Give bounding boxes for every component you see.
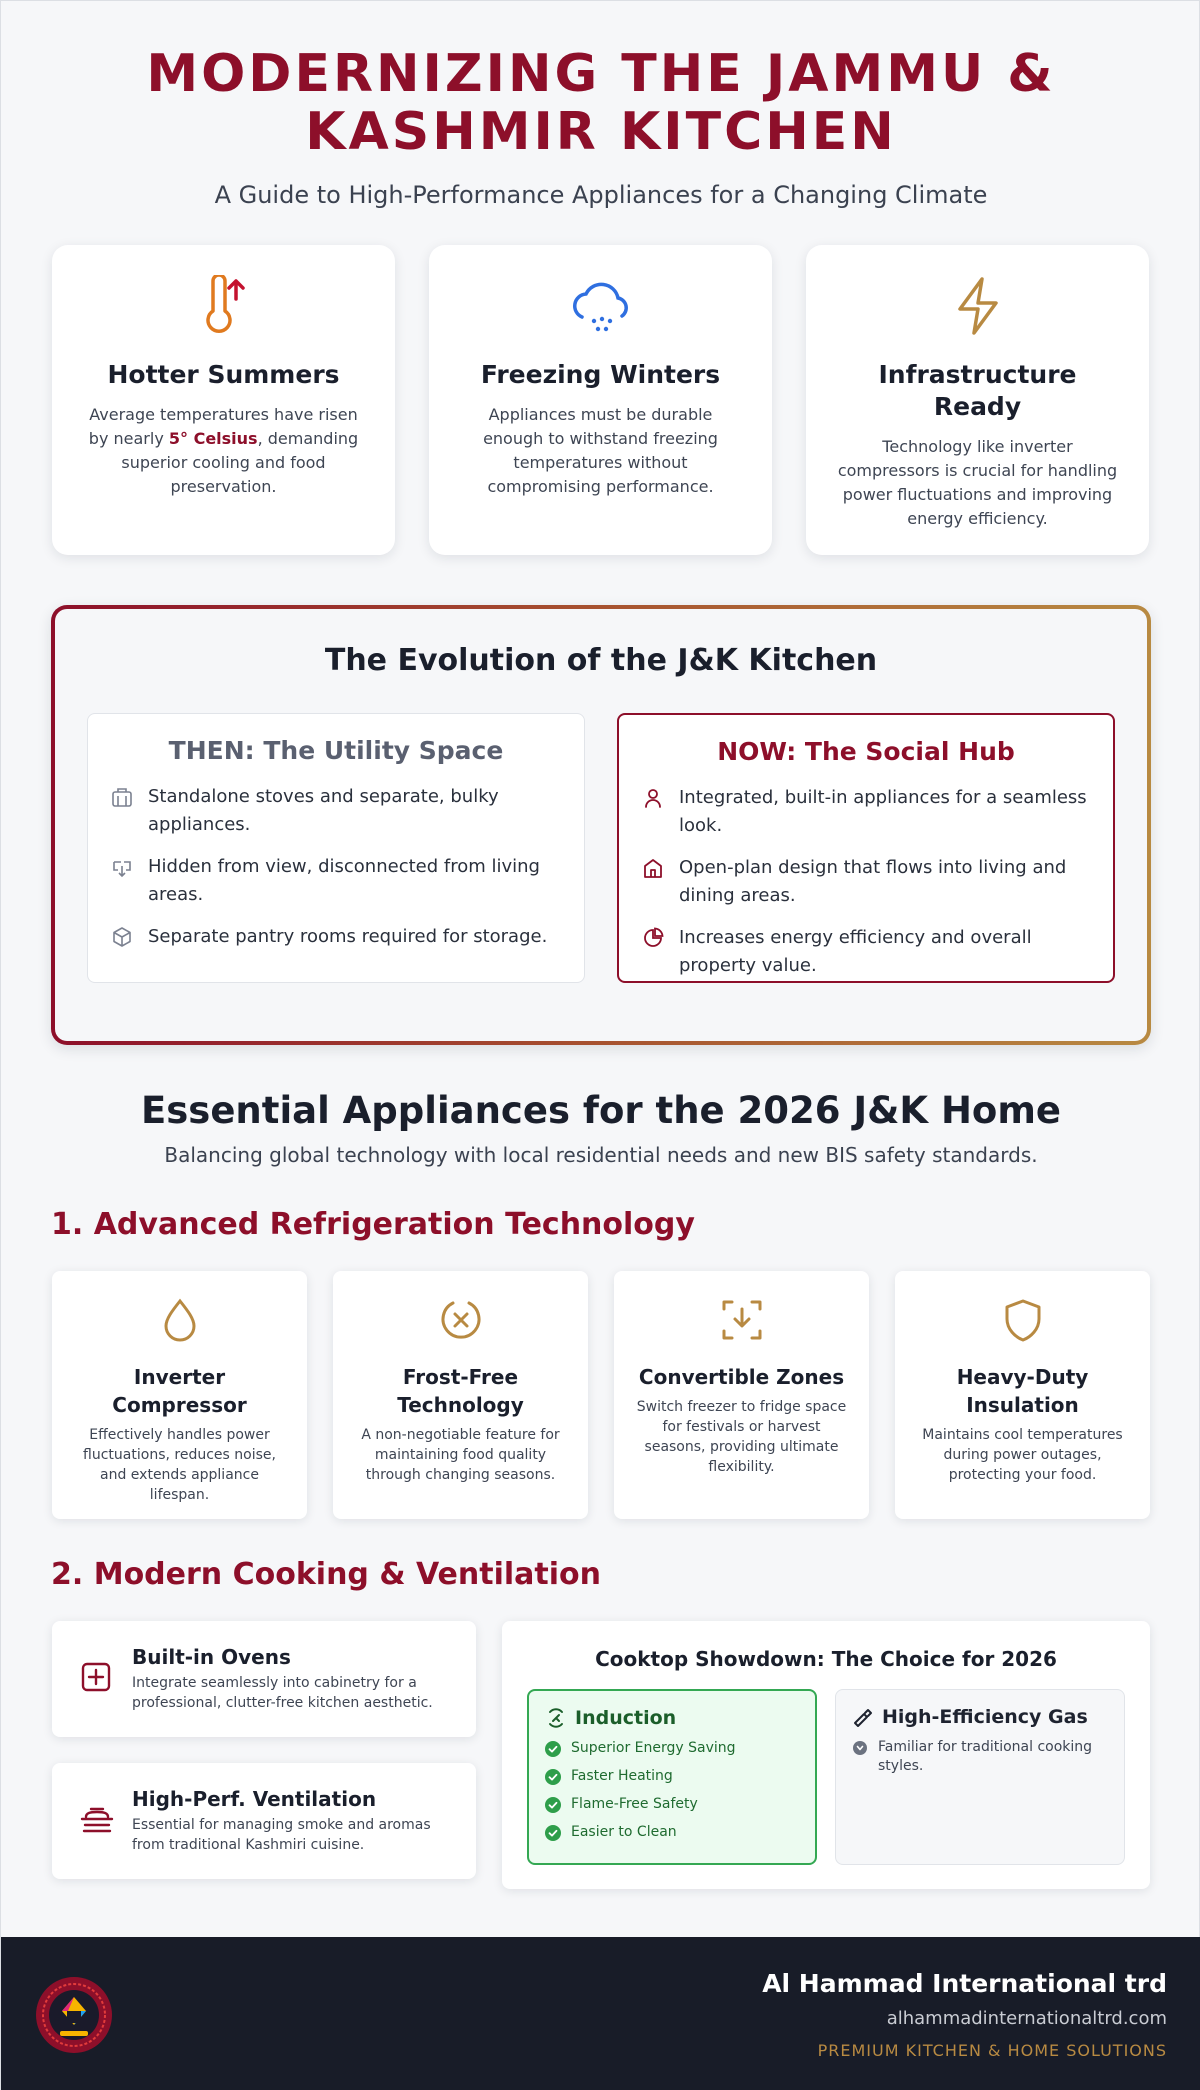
climate-card-winters xyxy=(429,245,772,555)
refrigeration-heading: 1. Advanced Refrigeration Technology xyxy=(51,1207,695,1242)
evolution-title: The Evolution of the J&K Kitchen xyxy=(324,643,878,678)
climate-card-text: Appliances must be durable enough to withstand freezing temperatures without compromising performance. xyxy=(483,405,718,496)
check-circle-icon xyxy=(545,1825,561,1841)
feature-title: Frost-Free Technology xyxy=(397,1365,524,1417)
climate-card-text: Technology like inverter compressors is crucial for handling power fluctuations and improving energy efficiency. xyxy=(837,437,1118,528)
page-subtitle: A Guide to High-Performance Appliances for a Changing Climate xyxy=(214,181,988,209)
range-hood-icon xyxy=(80,1803,112,1835)
ovens-text: Integrate seamlessly into cabinetry for a professional, clutter-free kitchen aesthetic. xyxy=(132,1675,433,1711)
gas-lighter-icon xyxy=(852,1706,874,1728)
induction-option xyxy=(527,1689,817,1865)
feature-card xyxy=(614,1271,869,1519)
list-item: Superior Energy Saving xyxy=(545,1739,799,1758)
check-circle-icon xyxy=(545,1741,561,1757)
droplet-icon xyxy=(70,1297,289,1343)
circle-x-icon xyxy=(351,1297,570,1343)
climate-card-summers xyxy=(52,245,395,555)
title-line-1: MODERNIZING THE JAMMU & xyxy=(146,44,1056,104)
thermometer-up-icon xyxy=(80,275,367,337)
feature-title: Heavy-Duty Insulation xyxy=(956,1365,1089,1417)
footer xyxy=(1,1937,1200,2090)
lightning-icon xyxy=(834,275,1121,337)
box-icon xyxy=(110,925,134,949)
list-item: Open-plan design that flows into living and dining areas. xyxy=(641,854,1091,910)
check-circle-icon xyxy=(545,1797,561,1813)
feature-card xyxy=(895,1271,1150,1519)
gas-label: High-Efficiency Gas xyxy=(882,1706,1088,1728)
climate-card-title: Infrastructure Ready xyxy=(878,360,1077,421)
list-item: Flame-Free Safety xyxy=(545,1795,799,1814)
essentials-subtitle: Balancing global technology with local residential needs and new BIS safety standards. xyxy=(164,1143,1038,1167)
company-logo xyxy=(34,1975,114,2055)
list-item: Standalone stoves and separate, bulky appliances. xyxy=(110,783,562,839)
list-item: Increases energy efficiency and overall property value. xyxy=(641,924,1091,980)
feature-text: Effectively handles power fluctuations, reduces noise, and extends appliance lifespan. xyxy=(83,1427,276,1503)
hero-header xyxy=(1,45,1200,209)
snow-cloud-icon xyxy=(457,275,744,337)
building-icon xyxy=(110,785,134,809)
now-column xyxy=(617,713,1115,983)
feature-text: Maintains cool temperatures during power outages, protecting your food. xyxy=(922,1427,1123,1483)
list-item: Integrated, built-in appliances for a seamless look. xyxy=(641,784,1091,840)
company-url[interactable]: alhammadinternationaltrd.com xyxy=(886,2008,1167,2029)
home-icon xyxy=(641,856,665,880)
refrigeration-cards xyxy=(52,1271,1150,1519)
list-item: Separate pantry rooms required for storage. xyxy=(110,923,562,951)
evolution-section xyxy=(51,605,1151,1045)
then-heading: THEN: The Utility Space xyxy=(168,736,504,765)
ventilation-text: Essential for managing smoke and aromas from traditional Kashmiri cuisine. xyxy=(132,1817,431,1853)
user-icon xyxy=(641,786,665,810)
induction-label: Induction xyxy=(575,1707,677,1729)
feature-card xyxy=(333,1271,588,1519)
pie-chart-icon xyxy=(641,926,665,950)
arrow-circle-icon xyxy=(852,1740,868,1756)
shield-icon xyxy=(913,1297,1132,1343)
climate-card-title: Hotter Summers xyxy=(107,360,340,389)
feature-title: Convertible Zones xyxy=(638,1365,845,1389)
highlight-value: 5° Celsius xyxy=(168,429,258,448)
essentials-title: Essential Appliances for the 2026 J&K Home xyxy=(141,1089,1061,1132)
company-name: Al Hammad International trd xyxy=(762,1969,1167,1998)
now-heading: NOW: The Social Hub xyxy=(717,737,1015,766)
ventilation-title: High-Perf. Ventilation xyxy=(132,1787,377,1811)
list-item: Faster Heating xyxy=(545,1767,799,1786)
cooking-heading: 2. Modern Cooking & Ventilation xyxy=(51,1557,601,1592)
built-in-ovens-card xyxy=(52,1621,476,1737)
check-circle-icon xyxy=(545,1769,561,1785)
climate-card-text: Average temperatures have risen by nearly 5° Celsius, demanding superior cooling and food preservation. xyxy=(88,405,359,496)
ventilation-card xyxy=(52,1763,476,1879)
title-line-2: KASHMIR KITCHEN xyxy=(305,102,897,162)
induction-wave-icon xyxy=(545,1707,567,1729)
hidden-view-icon xyxy=(110,855,134,879)
feature-card xyxy=(52,1271,307,1519)
plus-square-icon xyxy=(80,1661,112,1693)
then-column xyxy=(87,713,585,983)
climate-card-infrastructure xyxy=(806,245,1149,555)
feature-text: Switch freezer to fridge space for festivals or harvest seasons, providing ultimate flexibility. xyxy=(636,1399,847,1475)
list-item: Hidden from view, disconnected from living areas. xyxy=(110,853,562,909)
cooktop-showdown xyxy=(502,1621,1150,1889)
convert-arrow-icon xyxy=(632,1297,851,1343)
ovens-title: Built-in Ovens xyxy=(132,1645,291,1669)
climate-card-title: Freezing Winters xyxy=(480,360,721,389)
climate-cards xyxy=(52,245,1150,555)
page-title xyxy=(1,45,1200,161)
list-item: Easier to Clean xyxy=(545,1823,799,1842)
list-item: Familiar for traditional cooking styles. xyxy=(852,1738,1108,1776)
feature-text: A non-negotiable feature for maintaining food quality through changing seasons. xyxy=(361,1427,560,1483)
company-tagline: PREMIUM KITCHEN & HOME SOLUTIONS xyxy=(817,2041,1167,2060)
showdown-title: Cooktop Showdown: The Choice for 2026 xyxy=(595,1647,1057,1671)
feature-title: Inverter Compressor xyxy=(112,1365,247,1417)
gas-option xyxy=(835,1689,1125,1865)
